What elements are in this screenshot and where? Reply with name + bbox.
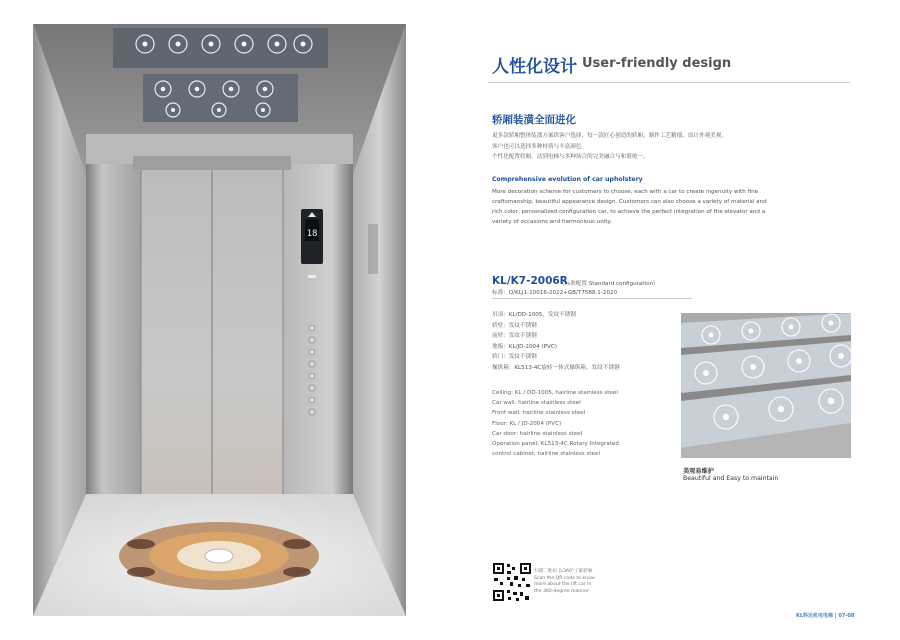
page-heading — [488, 52, 850, 83]
photo-caption-cn: 美观易维护 — [683, 468, 714, 475]
spec-item: Ceiling: KL / DD-1005, hairline stainless steel — [492, 390, 618, 396]
spec-item: 地板：KL/JD-2004 (PVC) — [492, 343, 557, 350]
qr-code-icon[interactable] — [492, 562, 532, 602]
spec-item: 轿壁：发纹不锈钢 — [492, 322, 537, 329]
spec-item: Floor: KL / JD-2004 (PVC) — [492, 420, 562, 427]
paragraph-line: 更多款轿厢整体装潢方案供客户选择，每一款匠心创造的轿厢，制作工艺精细，设计外观美观。 — [492, 133, 727, 139]
spec-item: 前壁：发纹不锈钢 — [492, 333, 537, 339]
spec-list-cn — [492, 310, 620, 373]
spec-item: Front wall: hairline stainless steel — [492, 410, 586, 417]
qr-caption — [534, 569, 595, 595]
elevator-car-illustration — [33, 24, 406, 616]
paragraph-line: 客户也可以选择多种材质与丰富颜色。 — [492, 143, 588, 150]
spec-item: Operation panel: KL513-4C Rotary Integrated — [492, 441, 619, 448]
paragraph-line: craftsmanship, beautiful appearance design. Customers can also choose a variety of material and — [492, 199, 767, 205]
heading-title-en: User-friendly design — [582, 56, 732, 71]
spec-item: control cabinet, hairline stainless steel — [492, 451, 600, 458]
spec-item: Car wall: hairline stainless steel — [492, 400, 581, 407]
floor-indicator: 18 — [306, 229, 318, 239]
divider — [492, 298, 692, 299]
spec-list-en — [492, 388, 619, 459]
model-name: KL/K7-2006R — [492, 275, 568, 287]
upholstery-paragraph-cn — [492, 131, 727, 163]
qr-caption-line: more about the lift car in — [534, 582, 592, 588]
upholstery-paragraph-en — [492, 187, 767, 227]
spec-item: Car door: hairline stainless steel — [492, 430, 583, 437]
photo-caption-en: Beautiful and Easy to maintain — [683, 475, 779, 482]
spec-item: 吊顶：KL/DD-1005，发纹不锈钢 — [492, 312, 576, 318]
paragraph-line: More decoration scheme for customers to choose, each with a car to create ingenuity with fine — [492, 189, 759, 195]
model-standard: 标准：Q/KLJ1-10016-2022+GB/T7588.1-2020 — [492, 290, 618, 296]
paragraph-line: 个性化配置轿厢，达到电梯与多种场合的完美融合与和谐统一。 — [492, 154, 649, 160]
qr-caption-line: the 360-degree manner — [534, 588, 589, 594]
spec-item: 轿门：发纹不锈钢 — [492, 354, 537, 360]
heading-title-cn: 人性化设计 — [492, 57, 577, 77]
ceiling-detail-photo — [681, 313, 851, 458]
page-footer: KL科达机电电梯 | 07-08 — [796, 613, 855, 619]
spec-item: 操纵箱：KL513-4C旋转一体式操纵箱，发纹不锈钢 — [492, 364, 620, 371]
qr-caption-line: Scan the QR code to know — [534, 575, 595, 581]
qr-caption-line: 扫描二维码 以360°了解轿厢 — [534, 569, 593, 574]
paragraph-line: variety of occasions and harmonious unity. — [492, 219, 612, 225]
upholstery-title-cn: 轿厢装潢全面进化 — [492, 114, 576, 126]
model-note: （标准配置 Standard configuration） — [559, 281, 659, 287]
paragraph-line: rich color, personalized configuration car, to achieve the perfect integration of the elevator and a — [492, 209, 766, 215]
upholstery-title-en: Comprehensive evolution of car upholstery — [492, 176, 643, 183]
